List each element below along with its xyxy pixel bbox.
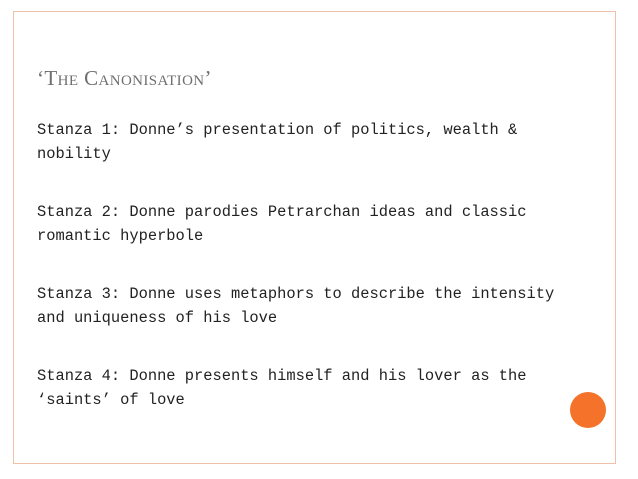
- bullet-list: [37, 118, 567, 446]
- decorative-circle: [570, 392, 606, 428]
- bullet-stanza-4: Stanza 4: Donne presents himself and his lover as the ‘saints’ of love: [37, 367, 527, 409]
- slide-title: ‘The Canonisation’: [37, 66, 212, 90]
- bullet-stanza-3: Stanza 3: Donne uses metaphors to describe the intensity and uniqueness of his love: [37, 285, 555, 327]
- bullet-stanza-2: Stanza 2: Donne parodies Petrarchan ideas and classic romantic hyperbole: [37, 203, 527, 245]
- bullet-stanza-1: Stanza 1: Donne’s presentation of politics, wealth & nobility: [37, 121, 518, 163]
